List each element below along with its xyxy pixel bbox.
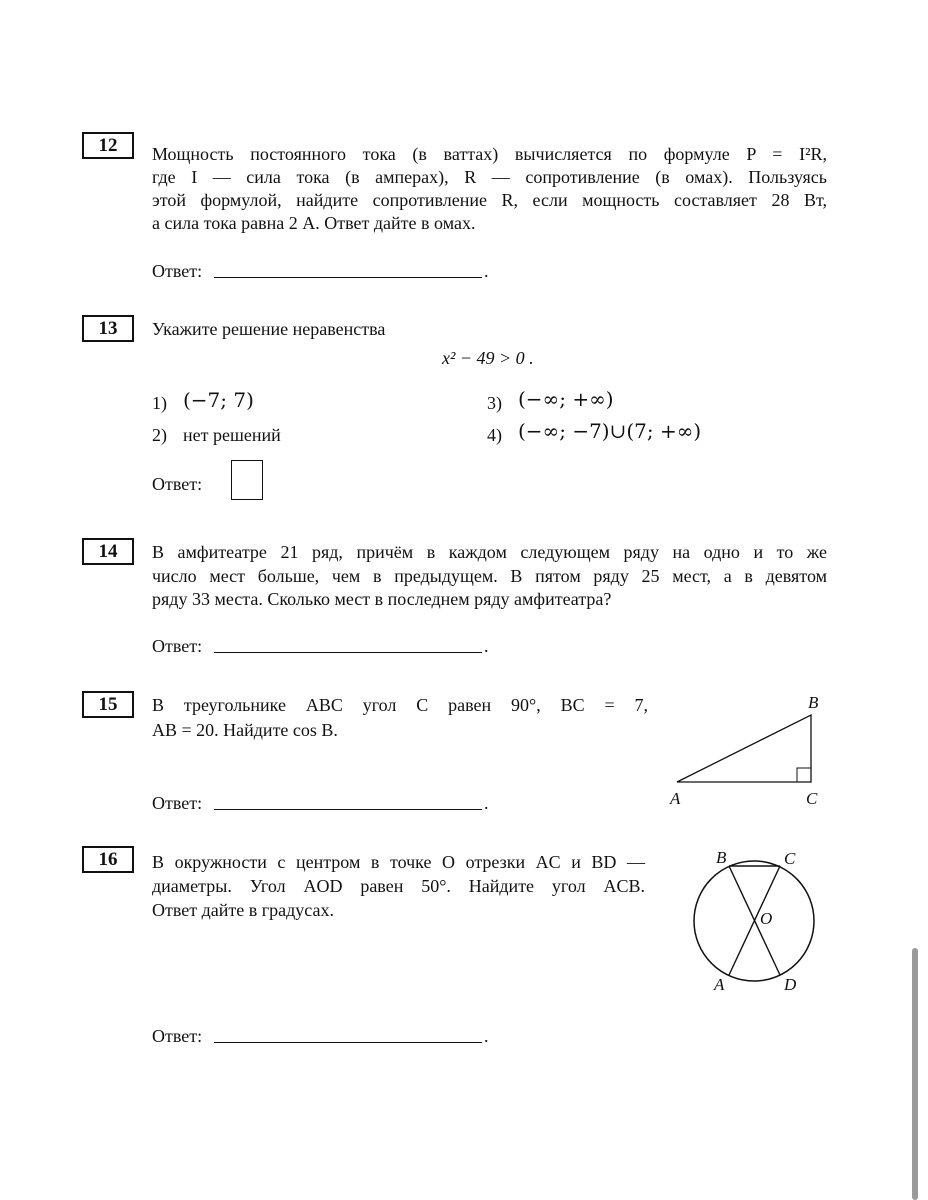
point-b-label: B <box>716 848 727 867</box>
problem-12-line-1: Мощность постоянного тока (в ваттах) вычисляется по формуле P = I²R, <box>152 144 827 164</box>
problem-12-line-2: где I — сила тока (в амперах), R — сопротивление (в омах). Пользуясь <box>152 167 827 187</box>
option-4-number: 4) <box>487 425 502 445</box>
point-a-label: A <box>714 975 725 994</box>
option-2-number: 2) <box>152 425 167 445</box>
answer-label: Ответ: <box>152 261 203 281</box>
option-1-number: 1) <box>152 393 167 413</box>
center-o-label: O <box>760 909 773 928</box>
problem-16-line-3: Ответ дайте в градусах. <box>152 900 334 920</box>
problem-13-number: 13 <box>82 315 134 342</box>
problem-15-number: 15 <box>82 691 134 718</box>
option-1-text[interactable]: (−7; 7) <box>183 388 254 412</box>
problem-14-line-2: число мест больше, чем в предыдущем. В пятом ряду 25 мест, а в девятом <box>152 566 827 586</box>
problem-14-line-3: ряду 33 места. Сколько мест в последнем ряду амфитеатра? <box>152 589 612 609</box>
answer-line[interactable] <box>214 277 482 278</box>
option-3-number: 3) <box>487 393 502 413</box>
answer-13-box[interactable] <box>231 460 263 500</box>
answer-dot: . <box>484 261 489 281</box>
problem-15-line-2: AB = 20. Найдите cos B. <box>152 720 338 740</box>
answer-dot: . <box>484 1026 489 1046</box>
answer-line[interactable] <box>214 809 482 810</box>
answer-label: Ответ: <box>152 793 203 813</box>
problem-16-line-1: В окружности с центром в точке O отрезки AC и BD — <box>152 852 645 872</box>
point-d-label: D <box>784 975 797 994</box>
answer-label: Ответ: <box>152 636 203 656</box>
answer-line[interactable] <box>214 1042 482 1043</box>
problem-14-line-1: В амфитеатре 21 ряд, причём в каждом следующем ряду на одно и то же <box>152 542 827 562</box>
problem-12-line-4: а сила тока равна 2 А. Ответ дайте в омах. <box>152 213 476 233</box>
circle-figure <box>686 846 826 994</box>
answer-15[interactable] <box>152 791 492 815</box>
problem-16-number: 16 <box>82 846 134 873</box>
problem-12-number: 12 <box>82 132 134 159</box>
problem-16-line-2: диаметры. Угол AOD равен 50°. Найдите угол ACB. <box>152 876 645 896</box>
scrollbar[interactable] <box>912 948 918 1200</box>
vertex-a-label: A <box>670 789 681 808</box>
option-3-text[interactable]: (−∞; +∞) <box>518 387 614 411</box>
option-2-text[interactable]: нет решений <box>183 425 281 445</box>
answer-16[interactable] <box>152 1024 492 1048</box>
problem-12-line-3: этой формулой, найдите сопротивление R, если мощность составляет 28 Вт, <box>152 190 827 210</box>
problem-13-inequality: x² − 49 > 0 . <box>442 348 534 368</box>
point-c-label: C <box>784 849 796 868</box>
answer-line[interactable] <box>214 652 482 653</box>
triangle-figure <box>664 690 834 812</box>
answer-13-label: Ответ: <box>152 474 203 494</box>
option-4-text[interactable]: (−∞; −7)∪(7; +∞) <box>518 419 702 443</box>
answer-dot: . <box>484 793 489 813</box>
problem-15-line-1: В треугольнике ABC угол C равен 90°, BC = 7, <box>152 695 648 715</box>
answer-12[interactable] <box>152 259 492 283</box>
right-angle-mark <box>797 768 811 782</box>
answer-14[interactable] <box>152 634 492 658</box>
vertex-c-label: C <box>806 789 818 808</box>
problem-13-prompt: Укажите решение неравенства <box>152 319 386 339</box>
vertex-b-label: B <box>808 693 819 712</box>
triangle-shape <box>677 715 811 782</box>
answer-dot: . <box>484 636 489 656</box>
answer-label: Ответ: <box>152 1026 203 1046</box>
problem-14-number: 14 <box>82 538 134 565</box>
